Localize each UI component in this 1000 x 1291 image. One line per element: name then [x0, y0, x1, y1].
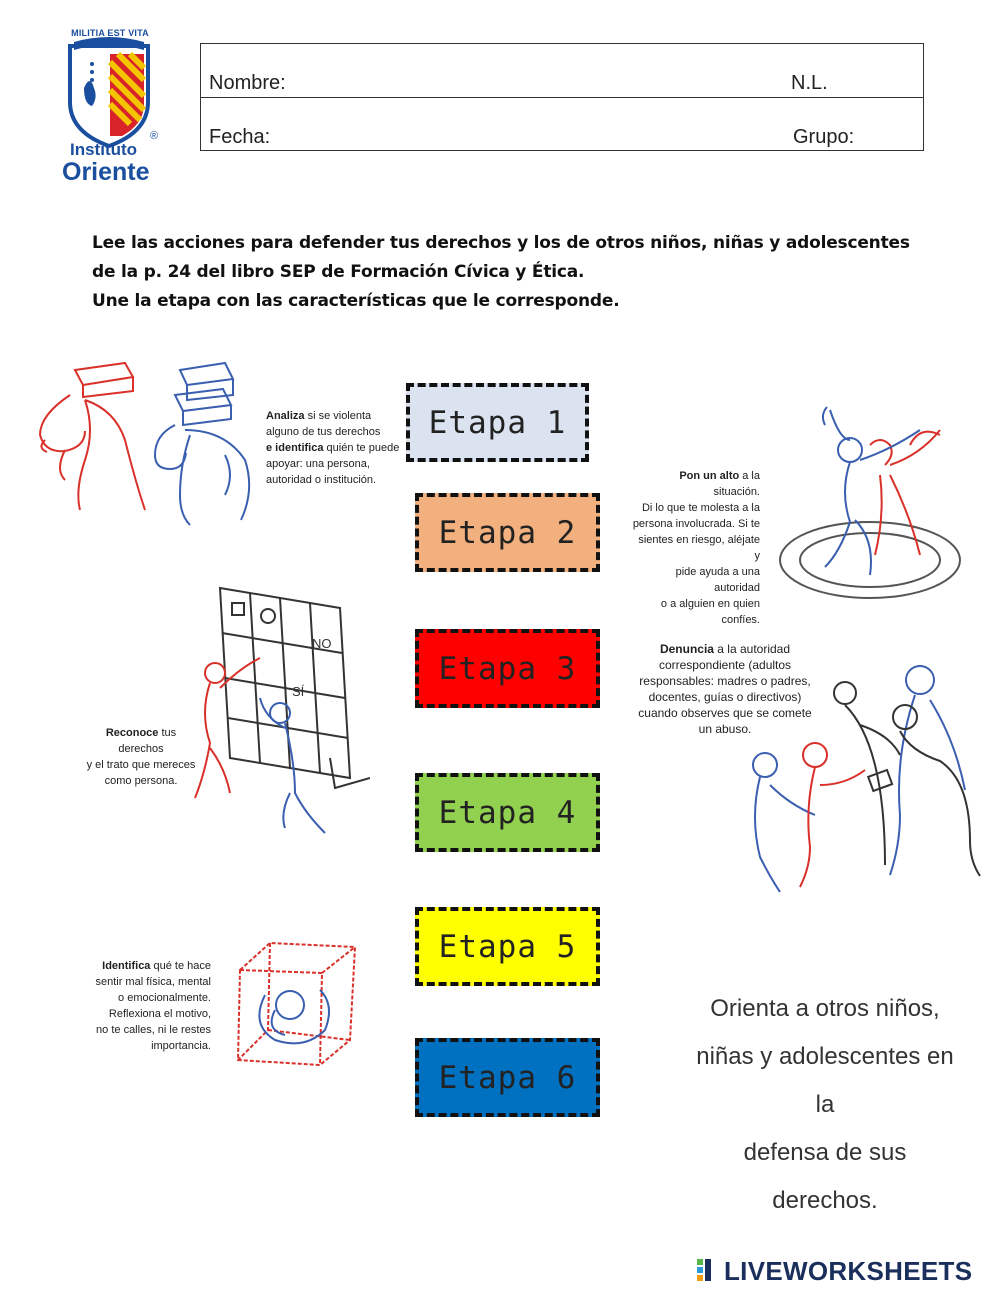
- etapa-1-box[interactable]: [406, 383, 589, 462]
- svg-text:NO: NO: [312, 636, 332, 651]
- nombre-label: Nombre:: [209, 72, 286, 94]
- liveworksheets-brand: LIVEWORKSHEETS: [724, 1256, 973, 1286]
- etapa-6-box[interactable]: [415, 1038, 600, 1117]
- etapa-5-label: Etapa 5: [438, 928, 577, 965]
- liveworksheets-footer: [696, 1256, 996, 1286]
- chart-board-illustration: [190, 578, 370, 838]
- grupo-label: Grupo:: [793, 126, 855, 148]
- denuncia-illustration: [740, 655, 995, 895]
- svg-text:SÍ: SÍ: [292, 684, 305, 699]
- etapa-3-label: Etapa 3: [438, 650, 577, 687]
- etapa-3-box[interactable]: [415, 629, 600, 708]
- etapa-4-label: Etapa 4: [438, 794, 577, 831]
- student-info-form: [200, 43, 924, 151]
- nl-label: N.L.: [791, 72, 828, 94]
- etapa-6-label: Etapa 6: [438, 1059, 577, 1096]
- caption-reconoce: Reconoce tus derechos y el trato que mereces como persona.: [86, 727, 196, 787]
- etapa-1-label: Etapa 1: [428, 404, 567, 441]
- instructions-line: Lee las acciones para defender tus derechos y los de otros niños, niñas y adolescentes: [92, 233, 910, 253]
- etapa-2-label: Etapa 2: [438, 514, 577, 551]
- etapa-4-box[interactable]: [415, 773, 600, 852]
- pon-un-alto-illustration: [770, 395, 980, 610]
- instructions: [92, 229, 952, 316]
- institute-logo: [50, 22, 170, 192]
- form-row-fecha: [201, 97, 923, 150]
- liveworksheets-logo-icon: [696, 1258, 720, 1282]
- instructions-line: Une la etapa con las características que le corresponde.: [92, 291, 620, 311]
- caption-pon-un-alto: Pon un alto a la situación. Di lo que te molesta a la persona involucrada. Si te sientes en riesgo, aléjate y pide ayuda a una autoridad o a alguien en quien confíes.: [632, 470, 760, 626]
- caption-identifica: Identifica qué te hace sentir mal física, mental o emocionalmente. Reflexiona el motivo, no te calles, ni le restes importancia.: [95, 960, 211, 1052]
- logo-name-instituto: Instituto: [70, 140, 138, 159]
- identifica-cube-illustration: [230, 935, 360, 1075]
- boxes-carrying-illustration: [25, 355, 255, 530]
- etapa-2-box[interactable]: [415, 493, 600, 572]
- logo-name-oriente: Oriente: [62, 158, 150, 186]
- form-row-nombre: [201, 44, 923, 98]
- logo-motto: MILITIA EST VITA: [71, 28, 149, 38]
- registered-mark: ®: [150, 130, 159, 142]
- shield-crest-icon: [64, 32, 154, 150]
- caption-denuncia: Denuncia a la autoridad correspondiente (adultos responsables: madres o padres, docentes, guías o directivos) cuando observes que se comete un abuso.: [638, 642, 812, 736]
- caption-analiza: Analiza si se violenta alguno de tus derechos e identifica quién te puede apoyar: una persona, autoridad o institución.: [266, 410, 400, 486]
- fecha-label: Fecha:: [209, 126, 271, 148]
- etapa-5-box[interactable]: [415, 907, 600, 986]
- caption-orienta: Orienta a otros niños, niñas y adolescentes en la defensa de sus derechos.: [696, 995, 954, 1214]
- instructions-line: de la p. 24 del libro SEP de Formación Cívica y Ética.: [92, 262, 585, 282]
